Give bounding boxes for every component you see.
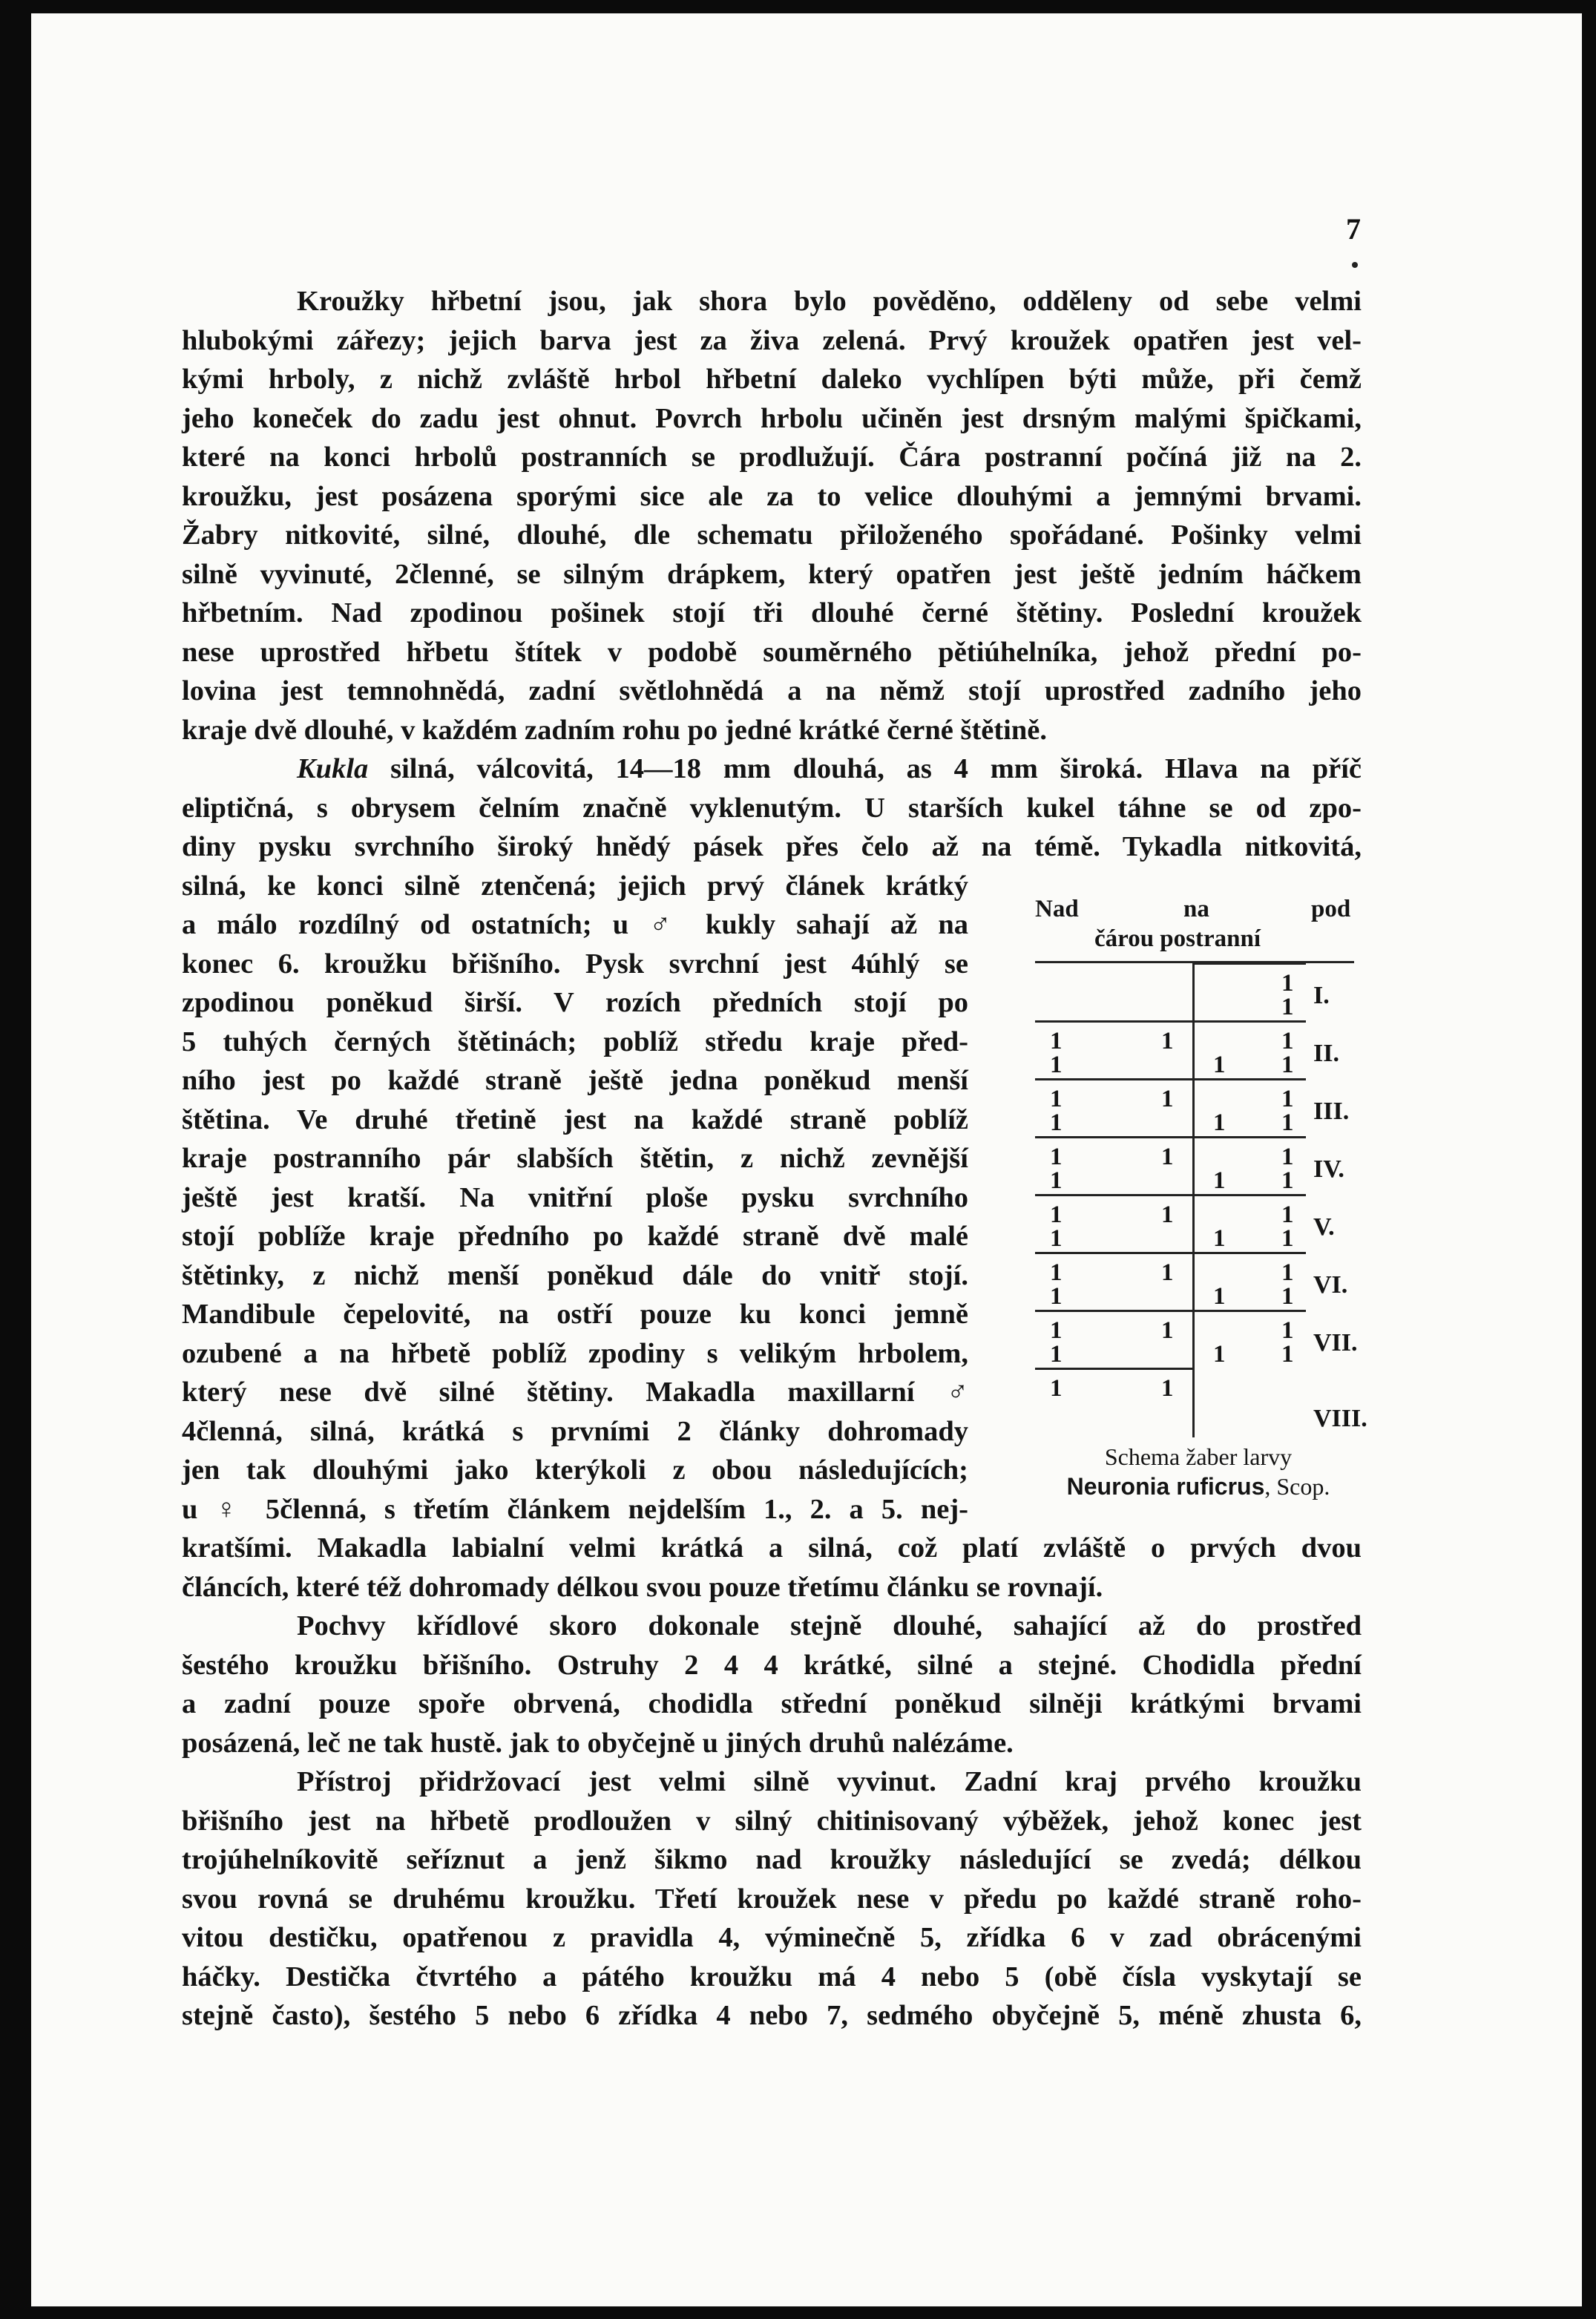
text-line: jen tak dlouhými jako kterýkoli z obou následujících; <box>182 1454 968 1486</box>
species-name: Neuronia ruficrus <box>1066 1473 1265 1500</box>
schema-divider <box>1192 962 1195 1437</box>
text-line: Kroužky hřbetní jsou, jak shora bylo pověděno, odděleny od sebe velmi <box>297 286 1362 317</box>
schema-rule <box>1195 1252 1306 1254</box>
schema-count: 1 <box>1281 994 1294 1020</box>
text-line: posázená, leč ne tak hustě. jak to obyčejně u jiných druhů nalézáme. <box>182 1727 1014 1759</box>
schema-segment-label: VII. <box>1313 1329 1358 1357</box>
schema-count: 1 <box>1050 1086 1063 1112</box>
text-line: šestého kroužku břišního. Ostruhy 2 4 4 krátké, silné a stejné. Chodidla přední <box>182 1649 1362 1681</box>
text-line: stojí poblíže kraje předního po každé straně dvě malé <box>182 1221 968 1252</box>
schema-count: 1 <box>1050 1052 1063 1078</box>
schema-count: 1 <box>1161 1317 1174 1344</box>
schema-count: 1 <box>1281 1225 1294 1252</box>
kukla-heading: Kukla <box>297 753 369 784</box>
schema-header-below: pod <box>1311 896 1351 922</box>
kukla-rest: silná, válcovitá, 14—18 mm dlouhá, as 4 mm široká. Hlava na příč <box>368 753 1362 784</box>
schema-header-sub: čárou postranní <box>1094 925 1261 952</box>
schema-count: 1 <box>1050 1167 1063 1194</box>
schema-count: 1 <box>1213 1225 1226 1252</box>
schema-rule <box>1035 1020 1192 1023</box>
schema-count: 1 <box>1050 1144 1063 1170</box>
text-line: štětinky, z nichž menší poněkud dále do vnitř stojí. <box>182 1259 968 1291</box>
schema-count: 1 <box>1050 1028 1063 1054</box>
schema-count: 1 <box>1281 1086 1294 1112</box>
schema-rule <box>1195 1078 1306 1080</box>
text-line: vitou destičku, opatřenou z pravidla 4, výminečně 5, zřídka 6 v zad obrácenými <box>182 1922 1362 1953</box>
text-line: kraje postranního pár slabších štětin, z nichž zevnější <box>182 1143 968 1174</box>
schema-rule <box>1035 1252 1192 1254</box>
schema-count: 1 <box>1281 1028 1294 1054</box>
text-line: nese uprostřed hřbetu štítek v podobě souměrného pětiúhelníka, jehož přední po- <box>182 636 1362 668</box>
schema-count: 1 <box>1050 1317 1063 1344</box>
text-line: Pochvy křídlové skoro dokonale stejně dlouhé, sahající až do prostřed <box>297 1610 1362 1641</box>
schema-count: 1 <box>1213 1167 1226 1194</box>
text-line: štětina. Ve druhé třetině jest na každé straně poblíž <box>182 1103 968 1135</box>
schema-count: 1 <box>1161 1259 1174 1286</box>
text-line: stejně často), šestého 5 nebo 6 zřídka 4 nebo 7, sedmého obyčejně 5, méně zhusta 6, <box>182 2000 1362 2031</box>
schema-count: 1 <box>1050 1225 1063 1252</box>
text-line: svou rovná se druhému kroužku. Třetí kroužek nese v předu po každé straně roho- <box>182 1883 1362 1915</box>
text-line: ozubené a na hřbetě poblíž zpodiny s velikým hrbolem, <box>182 1337 968 1369</box>
text-line: který nese dvě silné štětiny. Makadla maxillarní ♂ <box>182 1377 968 1408</box>
schema-rule <box>1195 962 1306 965</box>
page-number: 7 <box>1346 212 1361 246</box>
schema-count: 1 <box>1050 1259 1063 1286</box>
text-line: kroužku, jest posázena sporými sice ale za to velice dlouhými a jemnými brvami. <box>182 480 1362 512</box>
schema-count: 1 <box>1281 1259 1294 1286</box>
text-line: 5 tuhých černých štětinách; poblíž středu kraje před- <box>182 1026 968 1057</box>
schema-count: 1 <box>1281 1109 1294 1136</box>
text-line: trojúhelníkovitě seříznut a jenž šikmo nad kroužky následující se zvedá; délkou <box>182 1844 1362 1875</box>
schema-rule <box>1195 1310 1306 1312</box>
schema-count: 1 <box>1050 1283 1063 1310</box>
text-line: Přístroj přidržovací jest velmi silně vyvinut. Zadní kraj prvého kroužku <box>297 1766 1362 1797</box>
schema-count: 1 <box>1050 1375 1063 1402</box>
text-line: háčky. Destička čtvrtého a pátého kroužku má 4 nebo 5 (obě čísla vyskytají se <box>182 1961 1362 1992</box>
schema-count: 1 <box>1281 1317 1294 1344</box>
text-line: 4členná, silná, krátká s prvními 2 články dohromady <box>182 1415 968 1447</box>
schema-rule <box>1195 1136 1306 1138</box>
text-line: zpodinou poněkud širší. V rozích předních stojí po <box>182 987 968 1018</box>
text-line: Žabry nitkovité, silné, dlouhé, dle schematu přiloženého spořádané. Pošinky velmi <box>182 519 1362 551</box>
schema-rule <box>1035 1136 1192 1138</box>
schema-segment-label: V. <box>1313 1213 1335 1241</box>
schema-count: 1 <box>1161 1086 1174 1112</box>
schema-count: 1 <box>1281 1201 1294 1228</box>
text-line: ještě jest kratší. Na vnitřní ploše pysku svrchního <box>182 1181 968 1213</box>
species-author: , Scop. <box>1264 1473 1330 1500</box>
schema-rule <box>1035 1368 1192 1370</box>
schema-rule <box>1195 1194 1306 1196</box>
text-line: diny pysku svrchního široký hnědý pásek přes čelo až na témě. Tykadla nitkovitá, <box>182 831 1362 862</box>
text-line: které na konci hrbolů postranních se prodlužují. Čára postranní počíná již na 2. <box>182 442 1362 473</box>
ink-speck <box>1352 262 1358 268</box>
schema-count: 1 <box>1161 1144 1174 1170</box>
schema-segment-label: I. <box>1313 982 1330 1009</box>
text-line: silná, ke konci silně ztenčená; jejich prvý článek krátký <box>182 870 968 902</box>
schema-count: 1 <box>1161 1028 1174 1054</box>
text-line: hlubokými zářezy; jejich barva jest za živa zelená. Prvý kroužek opatřen jest vel- <box>182 324 1362 356</box>
schema-count: 1 <box>1281 1144 1294 1170</box>
schema-count: 1 <box>1281 1341 1294 1368</box>
schema-count: 1 <box>1161 1375 1174 1402</box>
schema-count: 1 <box>1050 1201 1063 1228</box>
text-line: článcích, které též dohromady délkou svou pouze třetímu článku se rovnají. <box>182 1571 1103 1603</box>
schema-rule <box>1035 1078 1192 1080</box>
schema-segment-label: IV. <box>1313 1155 1344 1183</box>
schema-count: 1 <box>1213 1283 1226 1310</box>
schema-count: 1 <box>1050 1341 1063 1368</box>
gill-schema <box>1035 896 1367 1504</box>
text-line: kraje dvě dlouhé, v každém zadním rohu po jedné krátké černé štětině. <box>182 714 1047 746</box>
schema-rule <box>1195 1020 1306 1023</box>
schema-segment-label: II. <box>1313 1040 1339 1067</box>
schema-count: 1 <box>1213 1341 1226 1368</box>
text-line: hřbetním. Nad zpodinou pošinek stojí tři dlouhé černé štětiny. Poslední kroužek <box>182 597 1362 629</box>
schema-count: 1 <box>1213 1109 1226 1136</box>
text-line: jeho koneček do zadu jest ohnut. Povrch hrbolu učiněn jest drsným malými špičkami, <box>182 402 1362 434</box>
schema-segment-label: III. <box>1313 1098 1350 1125</box>
schema-header-above: Nad <box>1035 896 1079 922</box>
text-line: lovina jest temnohnědá, zadní světlohnědá a na němž stojí uprostřed zadního jeho <box>182 675 1362 706</box>
schema-rule <box>1035 1310 1192 1312</box>
text-line: silně vyvinuté, 2členné, se silným drápkem, který opatřen jest ještě jedním háčkem <box>182 558 1362 590</box>
text-line: ního jest po každé straně ještě jedna poněkud menší <box>182 1065 968 1096</box>
schema-count: 1 <box>1161 1201 1174 1228</box>
schema-count: 1 <box>1281 1052 1294 1078</box>
text-line: eliptičná, s obrysem čelním značně vyklenutým. U starších kukel táhne se od zpo- <box>182 792 1362 824</box>
text-line: a málo rozdílný od ostatních; u ♂ kukly sahají až na <box>182 909 968 940</box>
schema-rule <box>1035 1194 1192 1196</box>
schema-segment-label: VIII. <box>1313 1405 1367 1432</box>
text-line: kratšími. Makadla labialní velmi krátká a silná, což platí zvláště o prvých dvou <box>182 1532 1362 1564</box>
schema-count: 1 <box>1281 1283 1294 1310</box>
text-line: konec 6. kroužku břišního. Pysk svrchní jest 4úhlý se <box>182 948 968 980</box>
schema-count: 1 <box>1050 1109 1063 1136</box>
text-line: a zadní pouze spoře obrvená, chodidla střední poněkud silněji krátkými brvami <box>182 1688 1362 1719</box>
text-line: u ♀ 5členná, s třetím článkem nejdelším 1., 2. a 5. nej- <box>182 1493 968 1525</box>
schema-caption-line1: Schema žaber larvy <box>1104 1443 1293 1470</box>
schema-count: 1 <box>1281 970 1294 997</box>
schema-header-on: na <box>1183 896 1209 922</box>
schema-caption-line2 <box>1035 1473 1362 1500</box>
text-line: Mandibule čepelovité, na ostří pouze ku konci jemně <box>182 1299 968 1330</box>
schema-count: 1 <box>1213 1052 1226 1078</box>
schema-segment-label: VI. <box>1313 1271 1348 1299</box>
schema-count: 1 <box>1281 1167 1294 1194</box>
text-line-kukla <box>297 751 1362 787</box>
text-line: kými hrboly, z nichž zvláště hrbol hřbetní daleko vychlípen býti může, při čemž <box>182 364 1362 395</box>
text-line: břišního jest na hřbetě prodloužen v silný chitinisovaný výběžek, jehož konec jest <box>182 1805 1362 1837</box>
